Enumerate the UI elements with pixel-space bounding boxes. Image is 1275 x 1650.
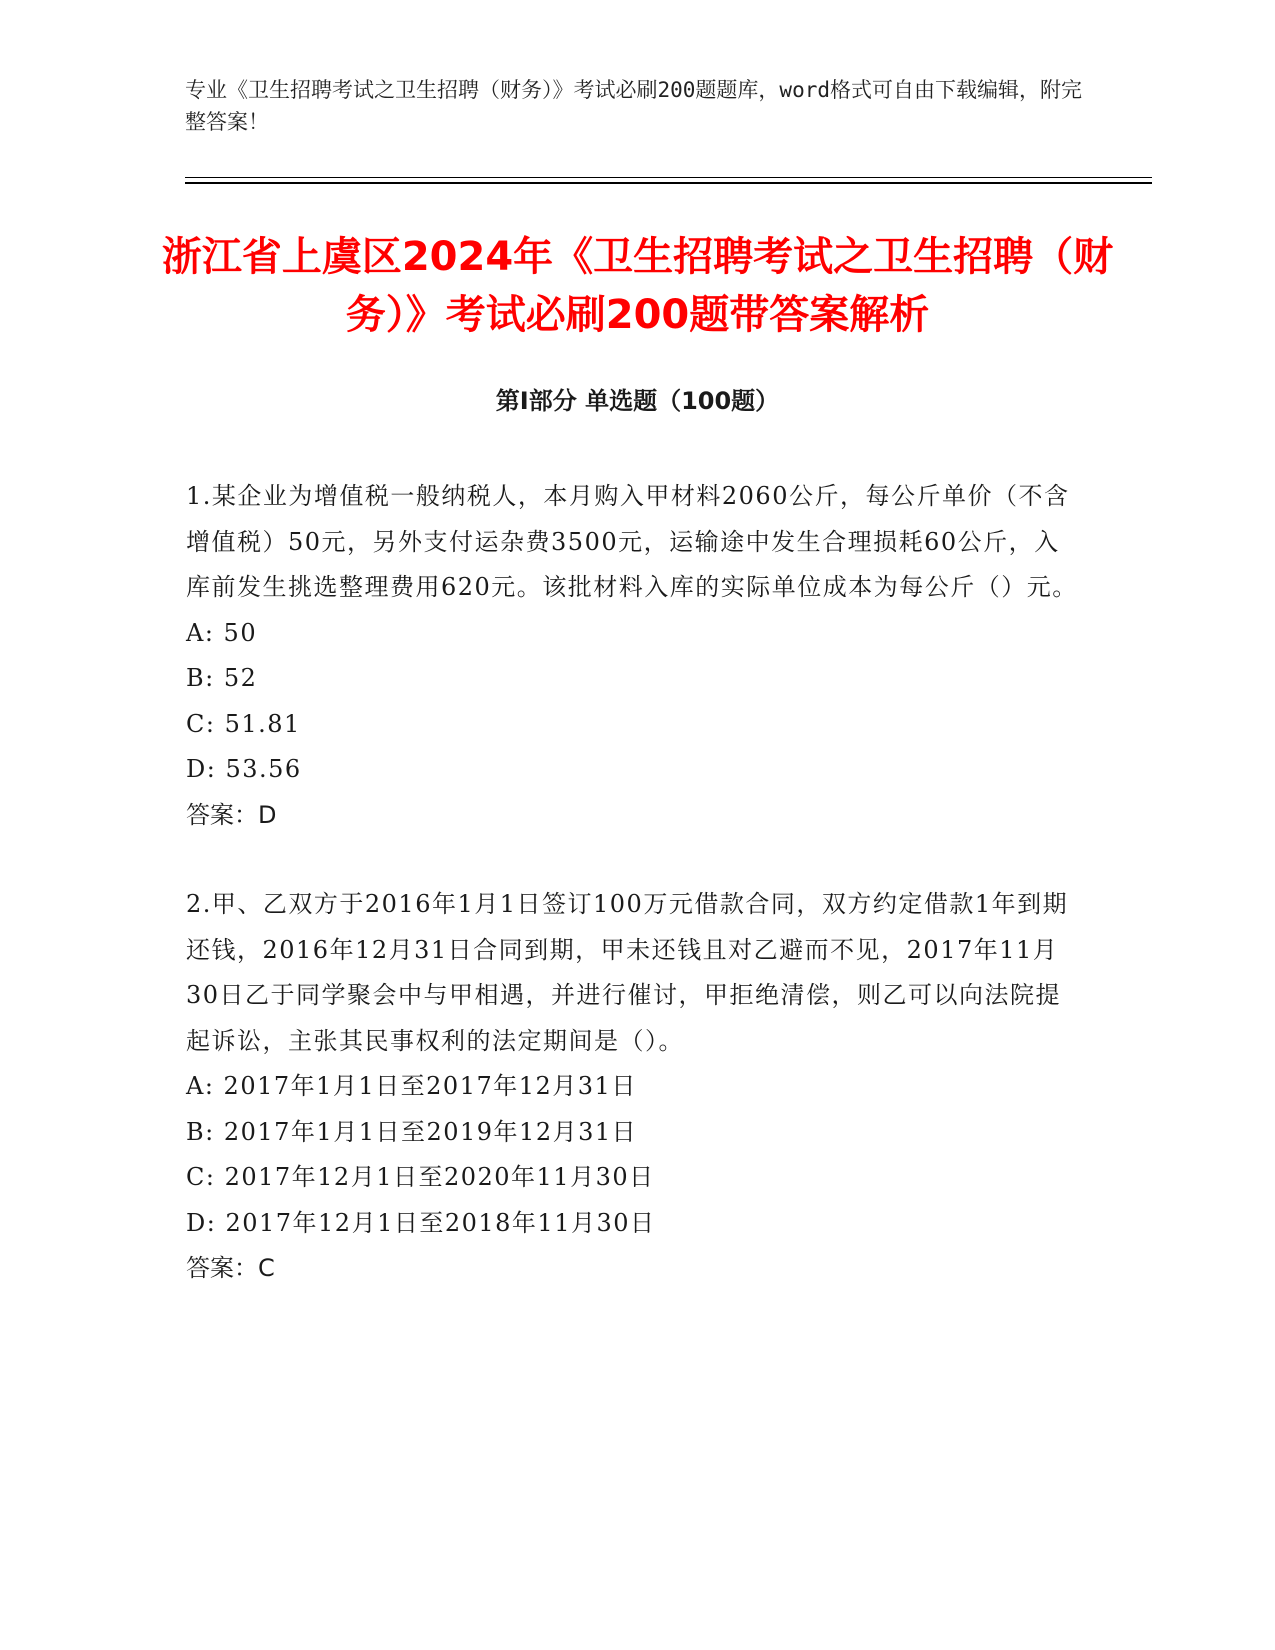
header-divider-thick [185,182,1152,184]
question-list [186,474,1081,1292]
question-1 [186,474,1081,838]
option-c: C: 51.81 [186,709,301,738]
option-a: A: 50 [186,618,258,647]
question-2 [186,882,1081,1292]
document-title: 浙江省上虞区2024年《卫生招聘考试之卫生招聘（财务）》考试必刷200题带答案解析 [161,234,1114,338]
option-b: B: 2017年1月1日至2019年12月31日 [186,1117,638,1146]
option-d: D: 53.56 [186,755,302,783]
option-a: A: 2017年1月1日至2017年12月31日 [186,1072,637,1100]
question-stem: 2.甲、乙双方于2016年1月1日签订100万元借款合同，双方约定借款1年到期还钱，2016年12月31日合同到期，甲未还钱且对乙避而不见，2017年11月30日乙于同学聚会中与甲相遇，并进行催讨，甲拒绝清偿，则乙可以向法院提起诉讼，主张其民事权利的法定期间是（）。 [186,890,1069,1055]
header-note: 专业《卫生招聘考试之卫生招聘（财务）》考试必刷200题题库，word格式可自由下载编辑，附完整答案！ [185,78,1082,134]
option-b: B: 52 [186,664,258,692]
header-divider-thin [185,177,1152,178]
section-title: 第I部分 单选题（100题） [495,387,780,415]
option-d: D: 2017年12月1日至2018年11月30日 [186,1208,656,1237]
option-c: C: 2017年12月1日至2020年11月30日 [186,1163,655,1191]
answer: 答案：C [186,1254,275,1282]
answer: 答案：D [186,800,277,829]
question-stem: 1.某企业为增值税一般纳税人，本月购入甲材料2060公斤，每公斤单价（不含增值税）50元，另外支付运杂费3500元，运输途中发生合理损耗60公斤，入库前发生挑选整理费用620元。该批材料入库的实际单位成本为每公斤（）元。 [186,482,1078,601]
